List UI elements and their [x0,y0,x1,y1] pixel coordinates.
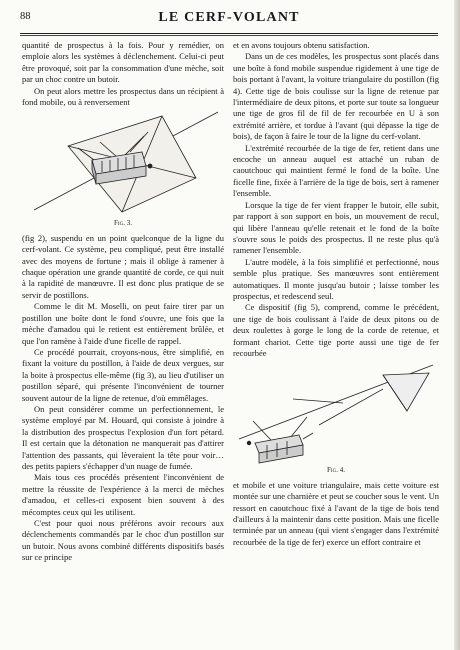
header-rule-thin [20,35,438,36]
right-column [233,40,439,548]
figure-3-caption: Fig. 3. [114,219,132,228]
header-rule [20,33,438,34]
paragraph: Dans un de ces modèles, les prospectus sont placés dans une boîte à fond mobile suspendue rigidement à une tige de bois portant à l'avant, la voiture triangulaire du postillon (fig 4). Cette tige de bois coulisse sur la ligne de retenue par l'intermédiaire de deux pitons, et porte sur toute sa longueur une tige de gros fil de fil de fer recourbée en U à son extrémité arrière, et tordue à l'avant (qui dépasse la tige de bois), de façon à faire le tour de la ligne du cerf-volant. [233,51,439,142]
paragraph: On peut considérer comme un perfectionnement, le système employé par M. Houard, qui consiste à joindre à la distribution des prospectus l'explosion d'un fort pétard. Il est certain que la détonation ne manquerait pas d'attirer l'attention des passants, qui lèveraient la tête pour voir… des petits papiers s'échapper d'un nuage de fumée. [22,403,224,471]
paragraph: et en avons toujours obtenu satisfaction. [233,40,370,50]
figure-3-kite-prospectus-box [22,108,224,220]
paragraph: et mobile et une voiture triangulaire, mais cette voiture est montée sur une charnière et peut se coucher sous le vent. Un ressort en caoutchouc fixé à l'avant de la tige de bois tend d'ailleurs à la maintenir dans cette position. Mais une ficelle terminée par un anneau (qui vient s'engager dans l'extrémité recourbée de la tige de fer) exerce un effort contraire et [233,479,439,547]
paragraph: Comme le dit M. Moselli, on peut faire tirer par un postillon une boîte dont le fond s'ouvre, une fois que la mèche d'amadou qui le retient est entièrement brûlée, et que l'on ramène à l'aide d'une ficelle de rappel. [22,301,224,346]
journal-title: LE CERF-VOLANT [158,10,300,25]
page-edge [454,0,460,650]
paragraph: L'extrémité recourbée de la tige de fer, retient dans une encoche un anneau auquel est attaché un ruban de caoutchouc qui maintient fermé le fond de la boîte. Une ficelle fine, fixée à l'arrière de la tige de bois, sert à ramener l'ensemble. [233,142,439,199]
page-header [20,10,438,28]
figure-4-sliding-carriage [233,359,439,467]
page-number: 88 [20,11,31,22]
paragraph: (fig 2), suspendu en un point quelconque de la ligne du cerf-volant. Ce système, peu compliqué, peut être installé avec des moyens de fortune ; mais il oblige à ramener à chaque opération une grande quantité de corde, ce qui nuit à la rapidité de manœuvre. Il est donc plus pratique de se servir de postillons. [22,232,224,300]
paragraph: Ce dispositif (fig 5), comprend, comme le précédent, une tige de bois coulissant à l'aide de deux pitons ou de deux roulettes à gorge le long de la corde de retenue, et formant chariot. Cette tige porte aussi une tige de fer recourbée [233,302,439,358]
paragraph: Ce procédé pourrait, croyons-nous, être simplifié, en fixant la voiture du postillon, à l'aide de deux vergues, sur la boite à prospectus elle-même (fig 3), au lieu d'utiliser un postillon séparé, qui présente l'inconvénient de tourner souvent autour de la ligne de retenue, d'où emmêlages. [22,346,224,403]
paragraph: C'est pour quoi nous préférons avoir recours aux déclenchements commandés par le choc d'un postillon sur un butoir. Nous avons combiné différents dispositifs basés sur ce principe [22,518,224,563]
left-column [22,40,224,564]
figure-4-caption: Fig. 4. [327,466,345,475]
paragraph: On peut alors mettre les prospectus dans un récipient à fond mobile, ou à renversement [22,85,224,108]
paragraph: L'autre modèle, à la fois simplifié et perfectionné, nous semble plus pratique. Ses manœuvres sont entièrement automatiques. Il monte jusqu'au butoir ; laisse tomber les prospectus, et redescend seul. [233,256,439,301]
paragraph: quantité de prospectus à la fois. Pour y remédier, on emploie alors les systèmes à déclenchement. Celui-ci peut être provoqué, soit par la consommation d'une mèche, soit par un choc contre un butoir. [22,40,224,85]
paragraph: Mais tous ces procédés présentent l'inconvénient de mettre la réussite de l'expérience à la merci de mèches d'amadou, et celles-ci exposent bien souvent à des mécomptes ceux qui les utilisent. [22,472,224,517]
paragraph: Lorsque la tige de fer vient frapper le butoir, elle subit, par rapport à son support en bois, un mouvement de recul, qui libère l'anneau qu'elle retenait et le fond de la boîte s'ouvre sous le poids des prospectus. Il ne reste plus qu'à ramener l'ensemble. [233,199,439,256]
